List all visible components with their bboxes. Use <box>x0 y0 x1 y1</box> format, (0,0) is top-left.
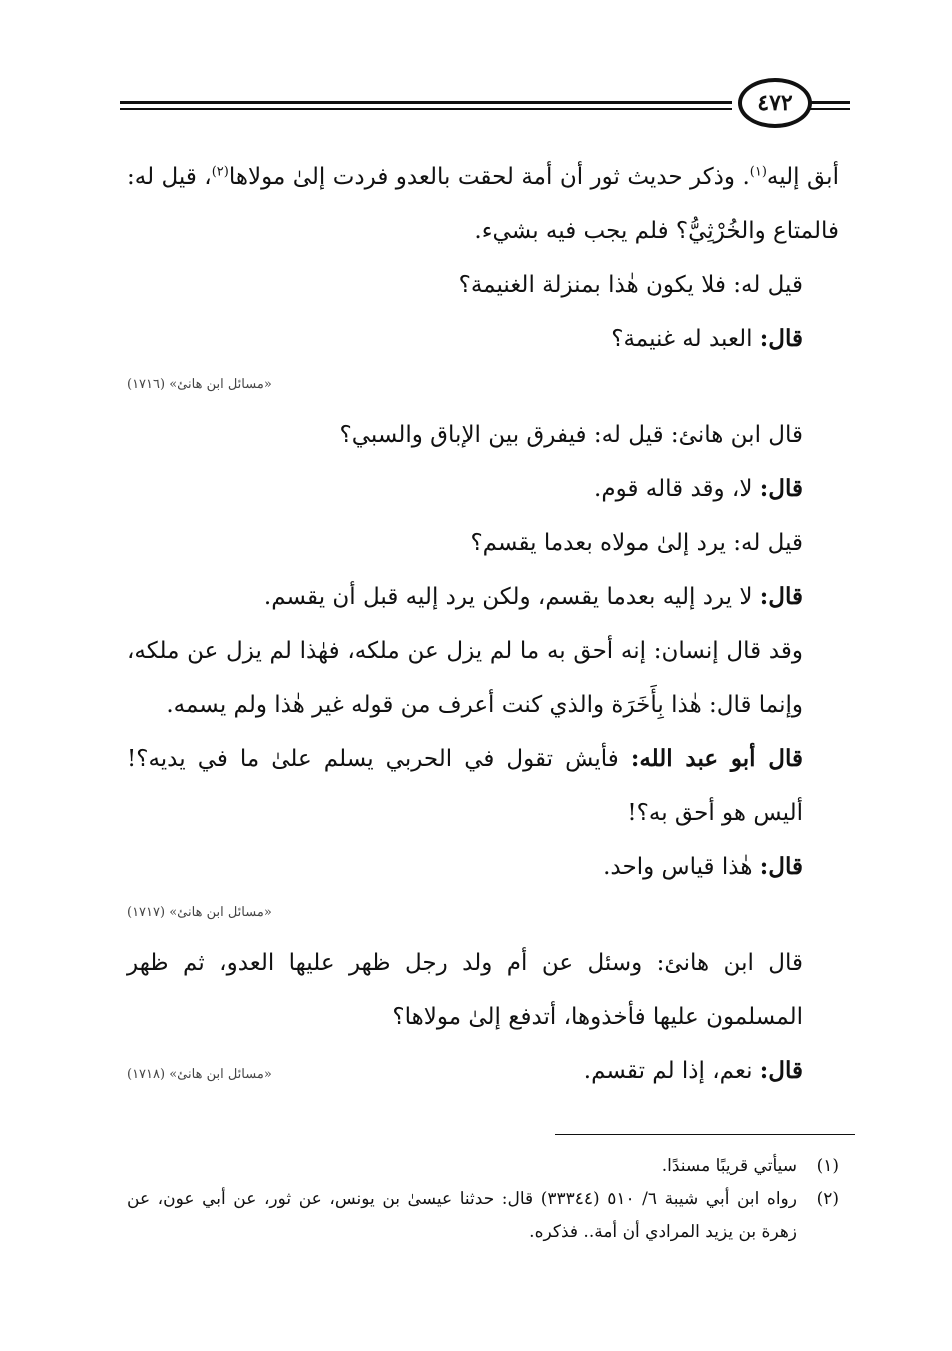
main-text <box>127 150 839 1098</box>
text-span: فأيش تقول في الحربي يسلم علىٰ ما في يديه؟! أليس هو أحق به؟! <box>127 746 803 826</box>
header-rule-top <box>120 101 732 104</box>
text-span: لا، وقد قاله قوم. <box>594 476 760 502</box>
paragraph-8: وقد قال إنسان: إنه أحق به ما لم يزل عن ملكه، فهٰذا لم يزل عن ملكه، وإنما قال: هٰذا بِأَخَرَة والذي كنت أعرف من قوله غير هٰذا ولم يسمه. <box>127 638 803 718</box>
source-citation-2: «مسائل ابن هانئ» (١٧١٧) <box>127 905 272 920</box>
paragraph-10 <box>127 840 839 894</box>
paragraph-3 <box>127 312 839 366</box>
header-rule-tail-bottom <box>810 108 850 110</box>
paragraph-6: قيل له: يرد إلىٰ مولاه بعدما يقسم؟ <box>470 530 803 556</box>
page-header <box>120 75 850 135</box>
footnote-2 <box>127 1183 839 1249</box>
paragraph-11: قال ابن هانئ: وسئل عن أم ولد رجل ظهر عليها العدو، ثم ظهر المسلمون عليها فأخذوها، أتدفع إلىٰ مولاها؟ <box>127 950 803 1030</box>
source-citation-3: «مسائل ابن هانئ» (١٧١٨) <box>127 1067 272 1082</box>
header-rule-bottom <box>120 108 732 110</box>
footnote-ref-2[interactable]: (٢) <box>211 164 229 180</box>
paragraph-12 <box>584 1044 839 1098</box>
text-span: أبق إليه <box>766 164 839 190</box>
paragraph-7 <box>127 570 839 624</box>
footnote-text: سيأتي قريبًا مسندًا. <box>661 1156 797 1176</box>
speaker-label: قال: <box>759 583 803 610</box>
source-citation-1: «مسائل ابن هانئ» (١٧١٦) <box>127 377 272 392</box>
paragraph-5 <box>127 462 839 516</box>
text-span: هٰذا قياس واحد. <box>603 854 760 880</box>
footnote-number: (١) <box>816 1156 839 1176</box>
paragraph-2: قيل له: فلا يكون هٰذا بمنزلة الغنيمة؟ <box>458 272 803 298</box>
header-rule-tail-top <box>810 101 850 104</box>
text-span: . وذكر حديث ثور أن أمة لحقت بالعدو فردت إلىٰ مولاها <box>228 164 750 190</box>
speaker-label: قال: <box>759 475 803 502</box>
footnote-ref-1[interactable]: (١) <box>749 164 767 180</box>
speaker-label: قال: <box>759 1057 803 1084</box>
text-span: لا يرد إليه بعدما يقسم، ولكن يرد إليه قبل أن يقسم. <box>263 584 760 610</box>
speaker-label: قال أبو عبد الله: <box>630 745 803 772</box>
footnote-text: رواه ابن أبي شيبة ٦/ ٥١٠ (٣٣٣٤٤) قال: حدثنا عيسىٰ بن يونس، عن ثور، عن أبي عون، عن زهرة بن يزيد المرادي أن أمة.. فذكره. <box>127 1189 797 1242</box>
paragraph-12-row <box>127 1044 839 1098</box>
paragraph-1 <box>127 150 839 258</box>
speaker-label: قال: <box>759 325 803 352</box>
page-number: ٤٧٢ <box>738 78 812 128</box>
footnote-divider <box>555 1134 855 1135</box>
paragraph-4: قال ابن هانئ: قيل له: فيفرق بين الإباق والسبي؟ <box>339 422 803 448</box>
footnote-number: (٢) <box>816 1189 839 1209</box>
text-span: العبد له غنيمة؟ <box>611 326 760 352</box>
text-span: نعم، إذا لم تقسم. <box>583 1058 760 1084</box>
text-span: ، قيل له: فالمتاع والخُرْثِيُّ؟ فلم يجب فيه بشيء. <box>127 164 839 244</box>
speaker-label: قال: <box>759 853 803 880</box>
footnote-1 <box>127 1150 839 1183</box>
paragraph-9 <box>127 732 839 840</box>
footnotes <box>127 1150 839 1249</box>
